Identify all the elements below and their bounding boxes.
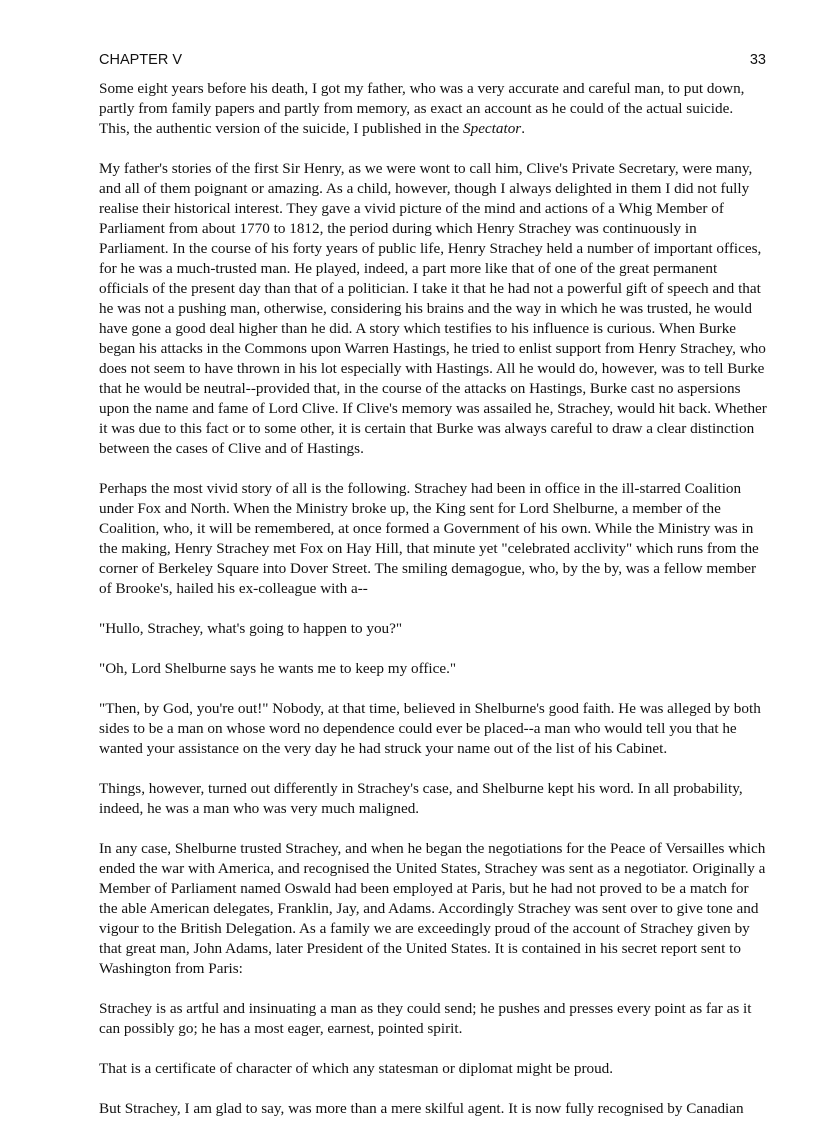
page-header bbox=[99, 52, 766, 68]
paragraph: "Then, by God, you're out!" Nobody, at that time, believed in Shelburne's good faith. He was alleged by both sides to be a man on whose word no dependence could ever be placed--a man who would tell you that he wanted your assistance on the very day he had struck your name out of the list of his Cabinet. bbox=[99, 700, 761, 757]
paragraph: "Oh, Lord Shelburne says he wants me to keep my office." bbox=[99, 660, 457, 677]
paragraph: Things, however, turned out differently in Strachey's case, and Shelburne kept his word. In all probability, indeed, he was a man who was very much maligned. bbox=[99, 780, 743, 817]
chapter-heading: CHAPTER V bbox=[99, 52, 182, 68]
publication-title: Spectator bbox=[463, 120, 522, 137]
paragraph: Perhaps the most vivid story of all is the following. Strachey had been in office in the ill-starred Coalition under Fox and North. When the Ministry broke up, the King sent for Lord Shelburne, a member of the Coalition, who, it will be remembered, at once formed a Government of his own. While the Ministry was in the making, Henry Strachey met Fox on Hay Hill, that minute yet "celebrated acclivity" which runs from the corner of Berkeley Square into Dover Street. The smiling demagogue, who, by the by, was a fellow member of Brooke's, hailed his ex-colleague with a-- bbox=[99, 480, 759, 597]
paragraph: "Hullo, Strachey, what's going to happen to you?" bbox=[99, 620, 403, 637]
quotation: Strachey is as artful and insinuating a man as they could send; he pushes and presses every point as far as it can possibly go; he has a most eager, earnest, pointed spirit. bbox=[99, 1000, 752, 1037]
paragraph: But Strachey, I am glad to say, was more than a mere skilful agent. It is now fully recognised by Canadian bbox=[99, 1100, 744, 1117]
paragraph-text: Some eight years before his death, I got my father, who was a very accurate and careful man, to put down, partly from family papers and partly from memory, as exact an account as he could of the actual suicide. This, the authentic version of the suicide, I published in the bbox=[99, 80, 745, 137]
page-number: 33 bbox=[749, 52, 766, 68]
page-body bbox=[99, 79, 767, 1119]
paragraph: That is a certificate of character of which any statesman or diplomat might be proud. bbox=[99, 1060, 614, 1077]
paragraph-text: . bbox=[521, 120, 526, 137]
paragraph: My father's stories of the first Sir Henry, as we were wont to call him, Clive's Private Secretary, were many, and all of them poignant or amazing. As a child, however, though I always delighted in them I did not fully realise their historical interest. They gave a vivid picture of the mind and actions of a Whig Member of Parliament from about 1770 to 1812, the period during which Henry Strachey was continuously in Parliament. In the course of his forty years of public life, Henry Strachey held a number of important offices, for he was a much-trusted man. He played, indeed, a part more like that of one of the great permanent officials of the present day than that of a politician. I take it that he had not a powerful gift of speech and that he was not a pushing man, otherwise, considering his brains and the way in which he was trusted, he would have gone a good deal higher than he did. A story which testifies to his influence is curious. When Burke began his attacks in the Commons upon Warren Hastings, he tried to enlist support from Henry Strachey, who does not seem to have thrown in his lot especially with Hastings. All he would do, however, was to tell Burke that he would be neutral--provided that, in the course of the attacks on Hastings, Burke cast no aspersions upon the name and fame of Lord Clive. If Clive's memory was assailed he, Strachey, would hit back. Whether it was due to this fact or to some other, it is certain that Burke was always careful to draw a clear distinction between the cases of Clive and of Hastings. bbox=[99, 160, 767, 457]
paragraph bbox=[99, 79, 767, 139]
paragraph: In any case, Shelburne trusted Strachey, and when he began the negotiations for the Peace of Versailles which ended the war with America, and recognised the United States, Strachey was sent as a negotiator. Originally a Member of Parliament named Oswald had been employed at Paris, but he had not proved to be a match for the able American delegates, Franklin, Jay, and Adams. Accordingly Strachey was sent over to give tone and vigour to the British Delegation. As a family we are exceedingly proud of the account of Strachey given by that great man, John Adams, later President of the United States. It is contained in his secret report sent to Washington from Paris: bbox=[99, 840, 766, 977]
